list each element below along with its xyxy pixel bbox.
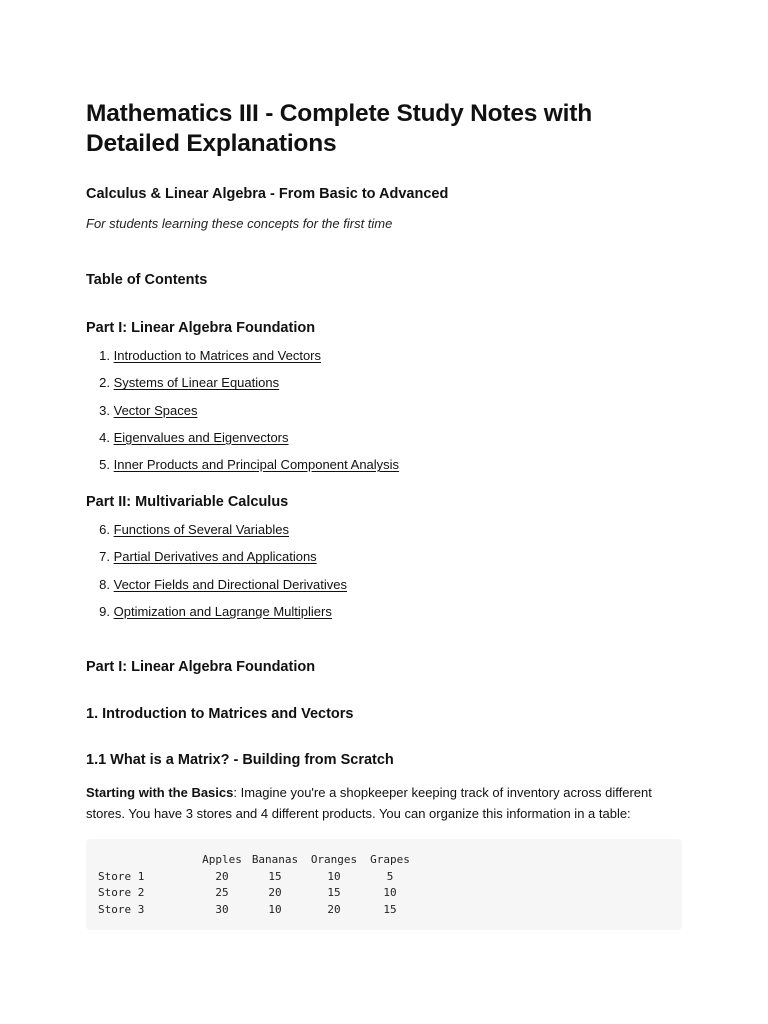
toc-link-eigenvalues[interactable]: Eigenvalues and Eigenvectors	[113, 429, 289, 445]
toc-item-number: 3.	[99, 402, 110, 418]
subsection-heading: 1.1 What is a Matrix? - Building from Scratch	[86, 752, 394, 769]
intro-paragraph	[86, 782, 682, 824]
body-part-heading: Part I: Linear Algebra Foundation	[86, 659, 316, 676]
intro-text: : Imagine you're a shopkeeper keeping track of inventory across different stores. You have 3 stores and 4 different products. You can organize this information in a table:	[86, 785, 652, 822]
toc-part1-heading: Part I: Linear Algebra Foundation	[86, 320, 316, 336]
inventory-row	[98, 885, 670, 902]
inventory-cell: 5	[386, 869, 394, 883]
toc-item	[86, 347, 682, 364]
document-title: Mathematics III - Complete Study Notes with Detailed Explanations	[86, 100, 592, 157]
inventory-cell: 20	[268, 886, 282, 900]
inventory-row	[98, 869, 670, 886]
toc-item-number: 2.	[99, 375, 110, 391]
toc-item	[86, 548, 682, 565]
inventory-header-cell: Grapes	[370, 853, 410, 867]
inventory-code-block	[86, 839, 682, 930]
toc-item	[86, 402, 682, 419]
inventory-cell: 15	[327, 886, 341, 900]
intro-bold-lead: Starting with the Basics	[86, 785, 234, 801]
toc-item-number: 5.	[99, 457, 110, 473]
toc-link-vector-spaces[interactable]: Vector Spaces	[113, 402, 198, 418]
toc-link-partial-derivatives[interactable]: Partial Derivatives and Applications	[113, 549, 317, 565]
toc-item-number: 1.	[99, 348, 110, 363]
toc-link-optimization-lagrange[interactable]: Optimization and Lagrange Multipliers	[113, 604, 332, 620]
toc-link-several-variables[interactable]: Functions of Several Variables	[113, 522, 289, 538]
inventory-row	[98, 902, 670, 919]
inventory-cell: 20	[327, 902, 341, 916]
inventory-cell: 15	[268, 869, 282, 883]
toc-link-matrices-vectors[interactable]: Introduction to Matrices and Vectors	[113, 348, 322, 363]
section-heading: 1. Introduction to Matrices and Vectors	[86, 706, 354, 723]
toc-part2-heading: Part II: Multivariable Calculus	[86, 494, 289, 511]
toc-item	[86, 521, 682, 538]
inventory-header-cell	[98, 852, 196, 869]
toc-item-number: 7.	[99, 549, 110, 565]
inventory-cell: 10	[383, 886, 397, 900]
inventory-cell: 15	[383, 902, 397, 916]
toc-item	[86, 576, 682, 593]
toc-item	[86, 429, 682, 446]
toc-item	[86, 456, 682, 473]
inventory-header-row	[98, 852, 670, 869]
toc-link-inner-products-pca[interactable]: Inner Products and Principal Component Analysis	[113, 457, 400, 473]
toc-item-number: 6.	[99, 522, 110, 538]
inventory-cell: 25	[215, 886, 229, 900]
toc-link-linear-equations[interactable]: Systems of Linear Equations	[113, 375, 280, 391]
toc-part2-list	[86, 521, 682, 620]
inventory-cell: 10	[327, 869, 341, 883]
document-subtitle: Calculus & Linear Algebra - From Basic to Advanced	[86, 186, 449, 202]
toc-item-number: 4.	[99, 429, 110, 445]
inventory-cell: 10	[268, 902, 282, 916]
toc-item-number: 8.	[99, 576, 110, 592]
inventory-cell: Store 1	[98, 869, 145, 883]
toc-heading: Table of Contents	[86, 272, 208, 288]
toc-item-number: 9.	[99, 604, 110, 620]
inventory-header-cell: Bananas	[251, 853, 299, 867]
inventory-cell: 30	[215, 902, 229, 916]
inventory-cell: 20	[215, 869, 229, 883]
inventory-header-cell: Apples	[202, 853, 242, 867]
document-tagline: For students learning these concepts for the first time	[86, 216, 393, 231]
toc-item	[86, 374, 682, 391]
toc-link-vector-fields[interactable]: Vector Fields and Directional Derivatives	[113, 576, 348, 592]
toc-part1-list	[86, 347, 682, 473]
inventory-header-cell: Oranges	[310, 853, 358, 867]
inventory-cell: Store 2	[98, 886, 145, 900]
inventory-cell: Store 3	[98, 902, 145, 916]
toc-item	[86, 603, 682, 620]
